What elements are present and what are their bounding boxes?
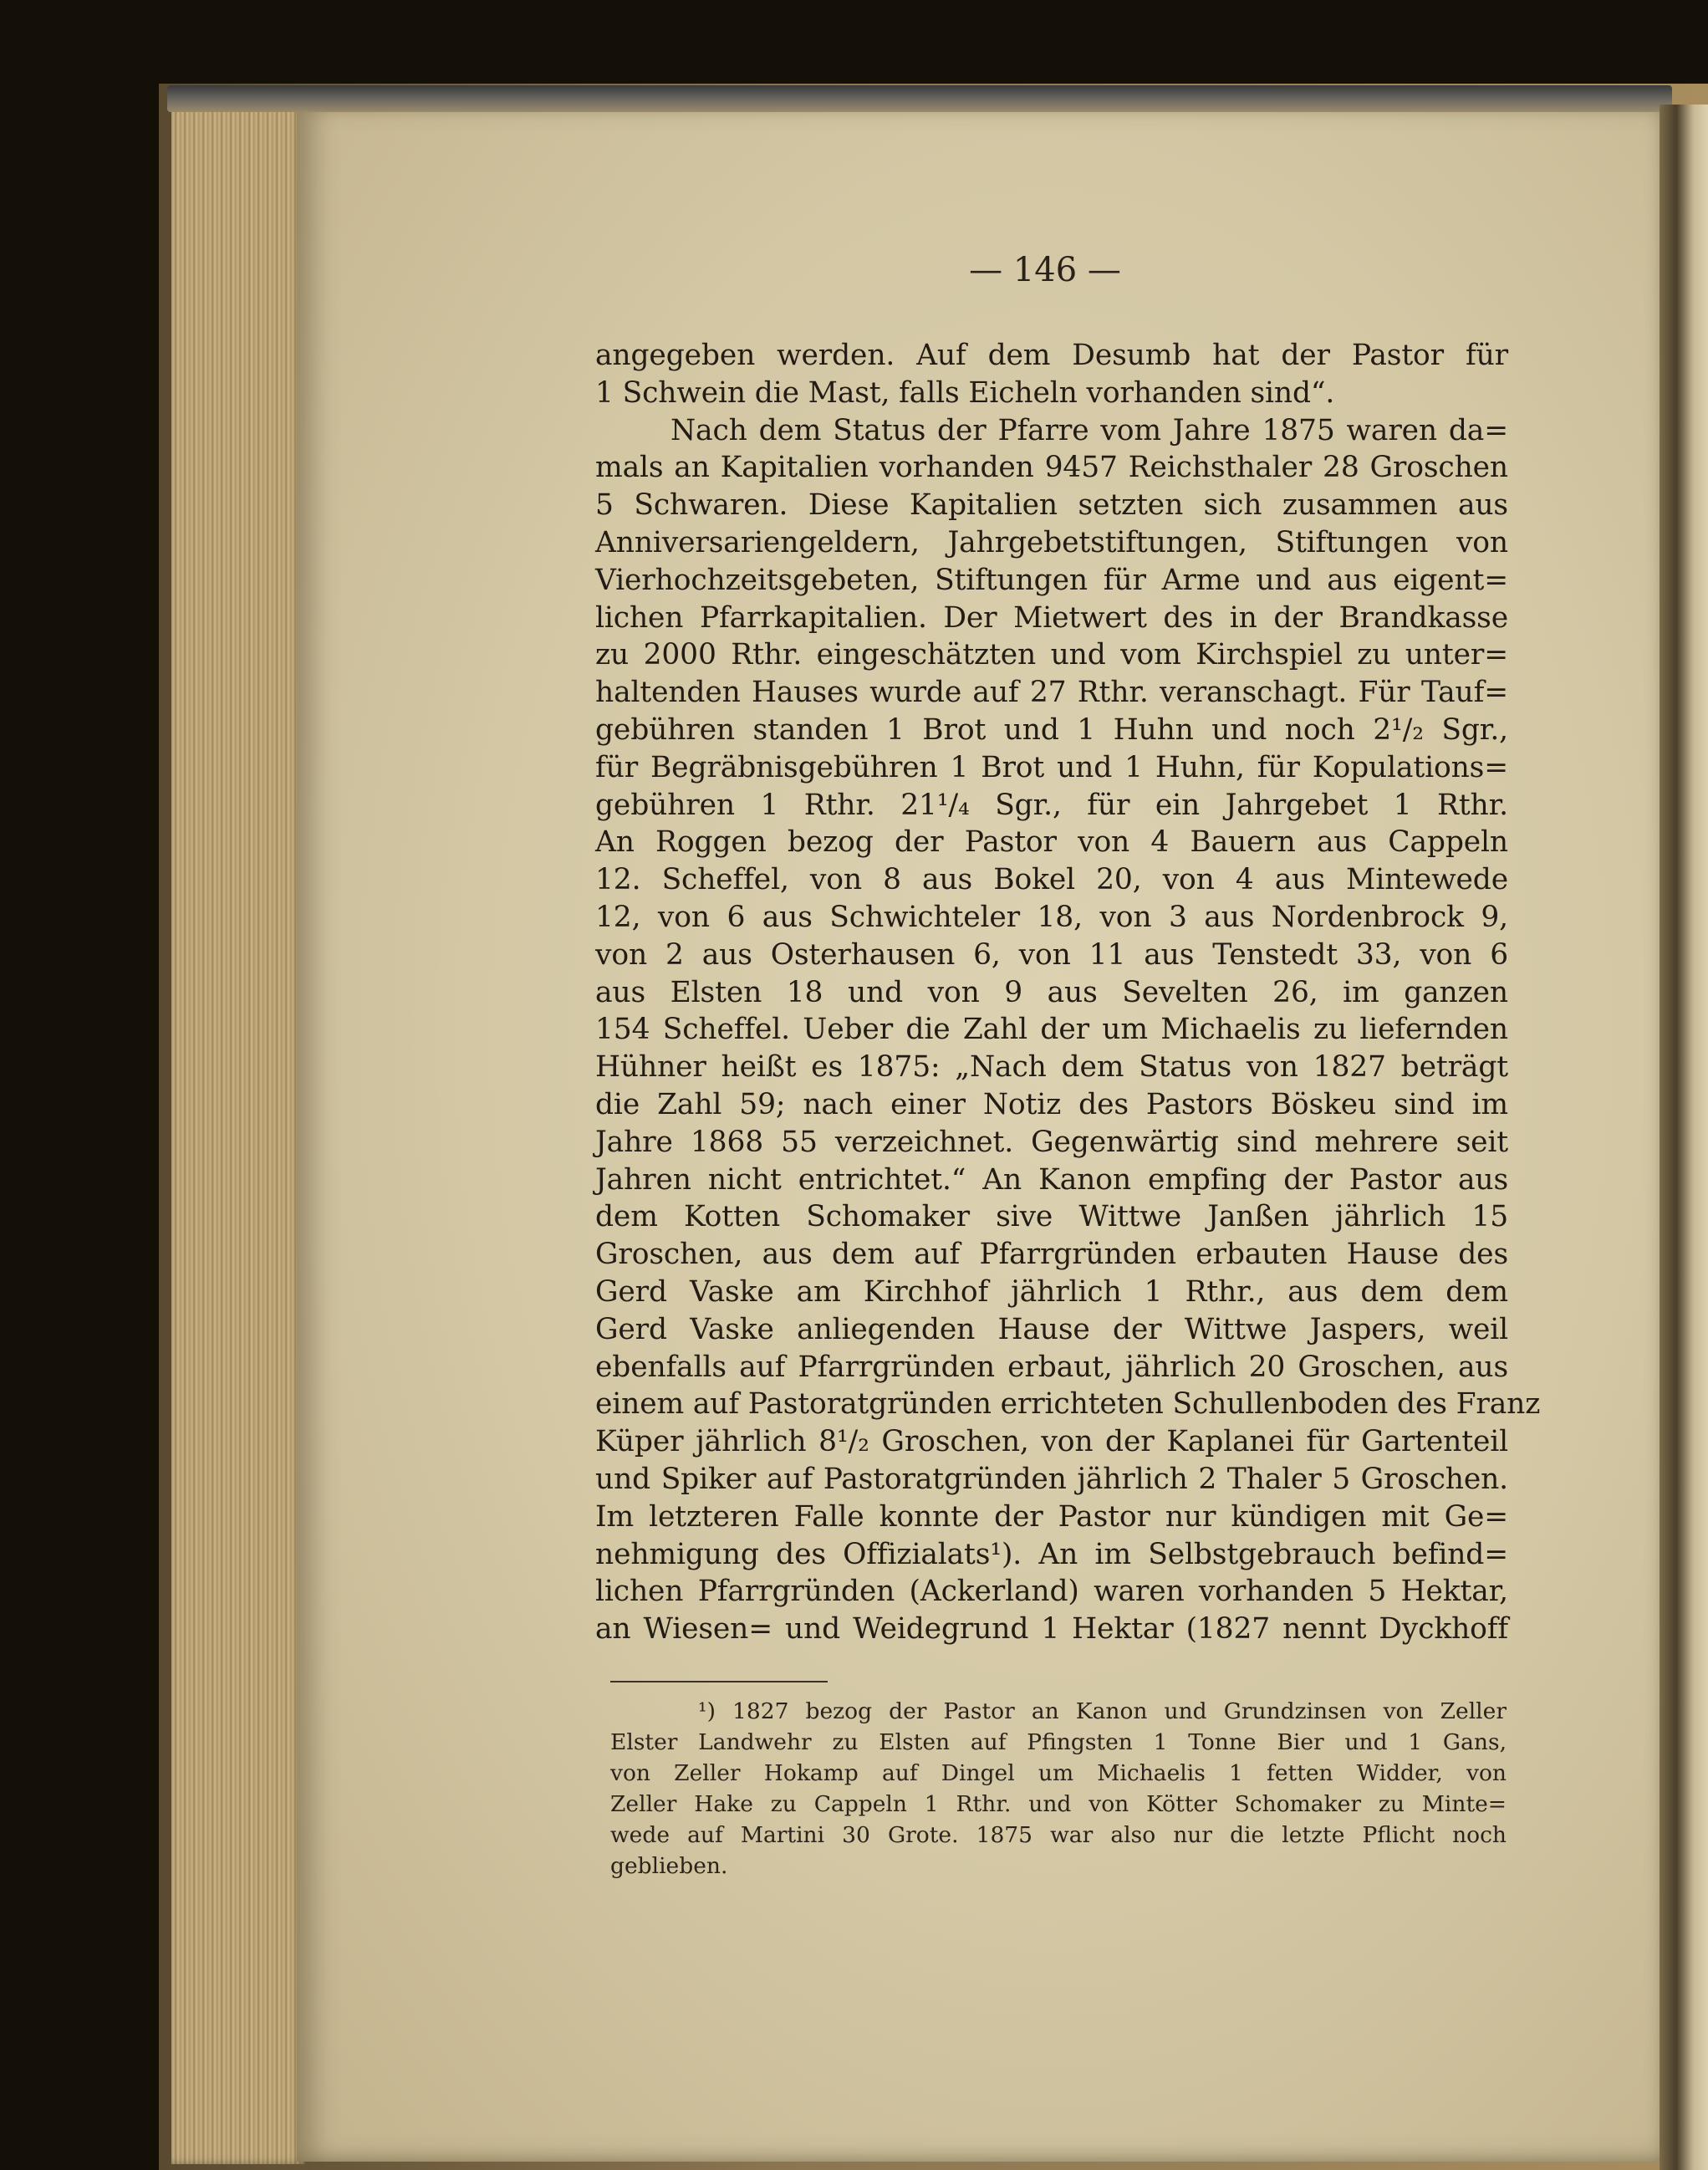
text-line: Gerd Vaske anliegenden Hause der Wittwe Jaspers, weil bbox=[595, 1312, 1508, 1346]
text-line: die Zahl 59; nach einer Notiz des Pastors Böskeu sind im bbox=[595, 1087, 1508, 1121]
book-top-edge bbox=[167, 85, 1672, 112]
text-line: lichen Pfarrgründen (Ackerland) waren vorhanden 5 Hektar, bbox=[595, 1575, 1508, 1609]
text-line: 154 Scheffel. Ueber die Zahl der um Michaelis zu liefernden bbox=[595, 1013, 1508, 1047]
text-line: 12, von 6 aus Schwichteler 18, von 3 aus Nordenbrock 9, bbox=[595, 900, 1508, 934]
text-line: und Spiker auf Pastoratgründen jährlich 2 Thaler 5 Groschen. bbox=[595, 1462, 1508, 1496]
text-line: Hühner heißt es 1875: „Nach dem Status von 1827 beträgt bbox=[595, 1050, 1508, 1085]
text-line: für Begräbnisgebühren 1 Brot und 1 Huhn, für Kopulations= bbox=[595, 750, 1508, 784]
text-line: Küper jährlich 8¹/₂ Groschen, von der Kaplanei für Gartenteil bbox=[595, 1425, 1508, 1459]
text-line: Jahre 1868 55 verzeichnet. Gegenwärtig sind mehrere seit bbox=[595, 1125, 1508, 1159]
text-line: dem Kotten Schomaker sive Wittwe Janßen jährlich 15 bbox=[595, 1200, 1508, 1234]
text-line: ebenfalls auf Pfarrgründen erbaut, jährlich 20 Groschen, aus bbox=[595, 1350, 1508, 1384]
text-line: aus Elsten 18 und von 9 aus Sevelten 26, im ganzen bbox=[595, 975, 1508, 1009]
text-line: haltenden Hauses wurde auf 27 Rthr. veranschagt. Für Tauf= bbox=[595, 676, 1508, 710]
text-line: einem auf Pastoratgründen errichteten Schullenboden des Franz bbox=[595, 1387, 1541, 1422]
text-line: 12. Scheffel, von 8 aus Bokel 20, von 4 aus Mintewede bbox=[595, 863, 1508, 897]
footnote-line: geblieben. bbox=[610, 1853, 728, 1879]
text-line: Jahren nicht entrichtet.“ An Kanon empfing der Pastor aus bbox=[595, 1162, 1508, 1197]
text-line: Im letzteren Falle konnte der Pastor nur kündigen mit Ge= bbox=[595, 1499, 1508, 1534]
page-block-edge bbox=[171, 99, 305, 2164]
body-text bbox=[595, 337, 1541, 1648]
text-line: 1 Schwein die Mast, falls Eicheln vorhanden sind“. bbox=[595, 375, 1335, 410]
text-line: gebühren 1 Rthr. 21¹/₄ Sgr., für ein Jahrgebet 1 Rthr. bbox=[595, 788, 1508, 822]
footnote-line: von Zeller Hokamp auf Dingel um Michaelis 1 fetten Widder, von bbox=[610, 1760, 1507, 1786]
text-line: Nach dem Status der Pfarre vom Jahre 1875 waren da= bbox=[670, 413, 1508, 447]
text-line: gebühren standen 1 Brot und 1 Huhn und noch 2¹/₂ Sgr., bbox=[595, 712, 1508, 747]
footnote-line: Elster Landwehr zu Elsten auf Pfingsten 1 Tonne Bier und 1 Gans, bbox=[610, 1729, 1507, 1755]
text-line: Anniversariengeldern, Jahrgebetstiftungen, Stiftungen von bbox=[595, 525, 1508, 559]
text-line: Groschen, aus dem auf Pfarrgründen erbauten Hause des bbox=[595, 1238, 1508, 1272]
text-line: An Roggen bezog der Pastor von 4 Bauern aus Cappeln bbox=[595, 825, 1508, 860]
footnote-line: ¹) 1827 bezog der Pastor an Kanon und Grundzinsen von Zeller bbox=[698, 1698, 1507, 1724]
text-line: nehmigung des Offizialats¹). An im Selbstgebrauch befind= bbox=[595, 1537, 1508, 1571]
text-line: mals an Kapitalien vorhanden 9457 Reichsthaler 28 Groschen bbox=[595, 451, 1508, 485]
footnote-line: Zeller Hake zu Cappeln 1 Rthr. und von Kötter Schomaker zu Minte= bbox=[610, 1791, 1507, 1817]
text-line: angegeben werden. Auf dem Desumb hat der Pastor für bbox=[595, 339, 1508, 372]
text-line: an Wiesen= und Weidegrund 1 Hektar (1827 nennt Dyckhoff bbox=[595, 1612, 1508, 1647]
footnotes bbox=[610, 1696, 1507, 1882]
page-number: — 146 — bbox=[969, 251, 1121, 289]
text-line: lichen Pfarrkapitalien. Der Mietwert des in der Brandkasse bbox=[595, 600, 1508, 635]
text-line: Gerd Vaske am Kirchhof jährlich 1 Rthr., aus dem dem bbox=[595, 1274, 1508, 1309]
text-line: Vierhochzeitsgebeten, Stiftungen für Arme und aus eigent= bbox=[595, 563, 1508, 597]
text-line: 5 Schwaren. Diese Kapitalien setzten sich zusammen aus bbox=[595, 488, 1508, 523]
facing-page-edge bbox=[1660, 105, 1708, 2170]
footnote-line: wede auf Martini 30 Grote. 1875 war also nur die letzte Pflicht noch bbox=[610, 1822, 1507, 1848]
text-line: zu 2000 Rthr. eingeschätzten und vom Kirchspiel zu unter= bbox=[595, 638, 1508, 672]
footnote-divider bbox=[610, 1681, 828, 1682]
text-line: von 2 aus Osterhausen 6, von 11 aus Tenstedt 33, von 6 bbox=[595, 937, 1508, 972]
